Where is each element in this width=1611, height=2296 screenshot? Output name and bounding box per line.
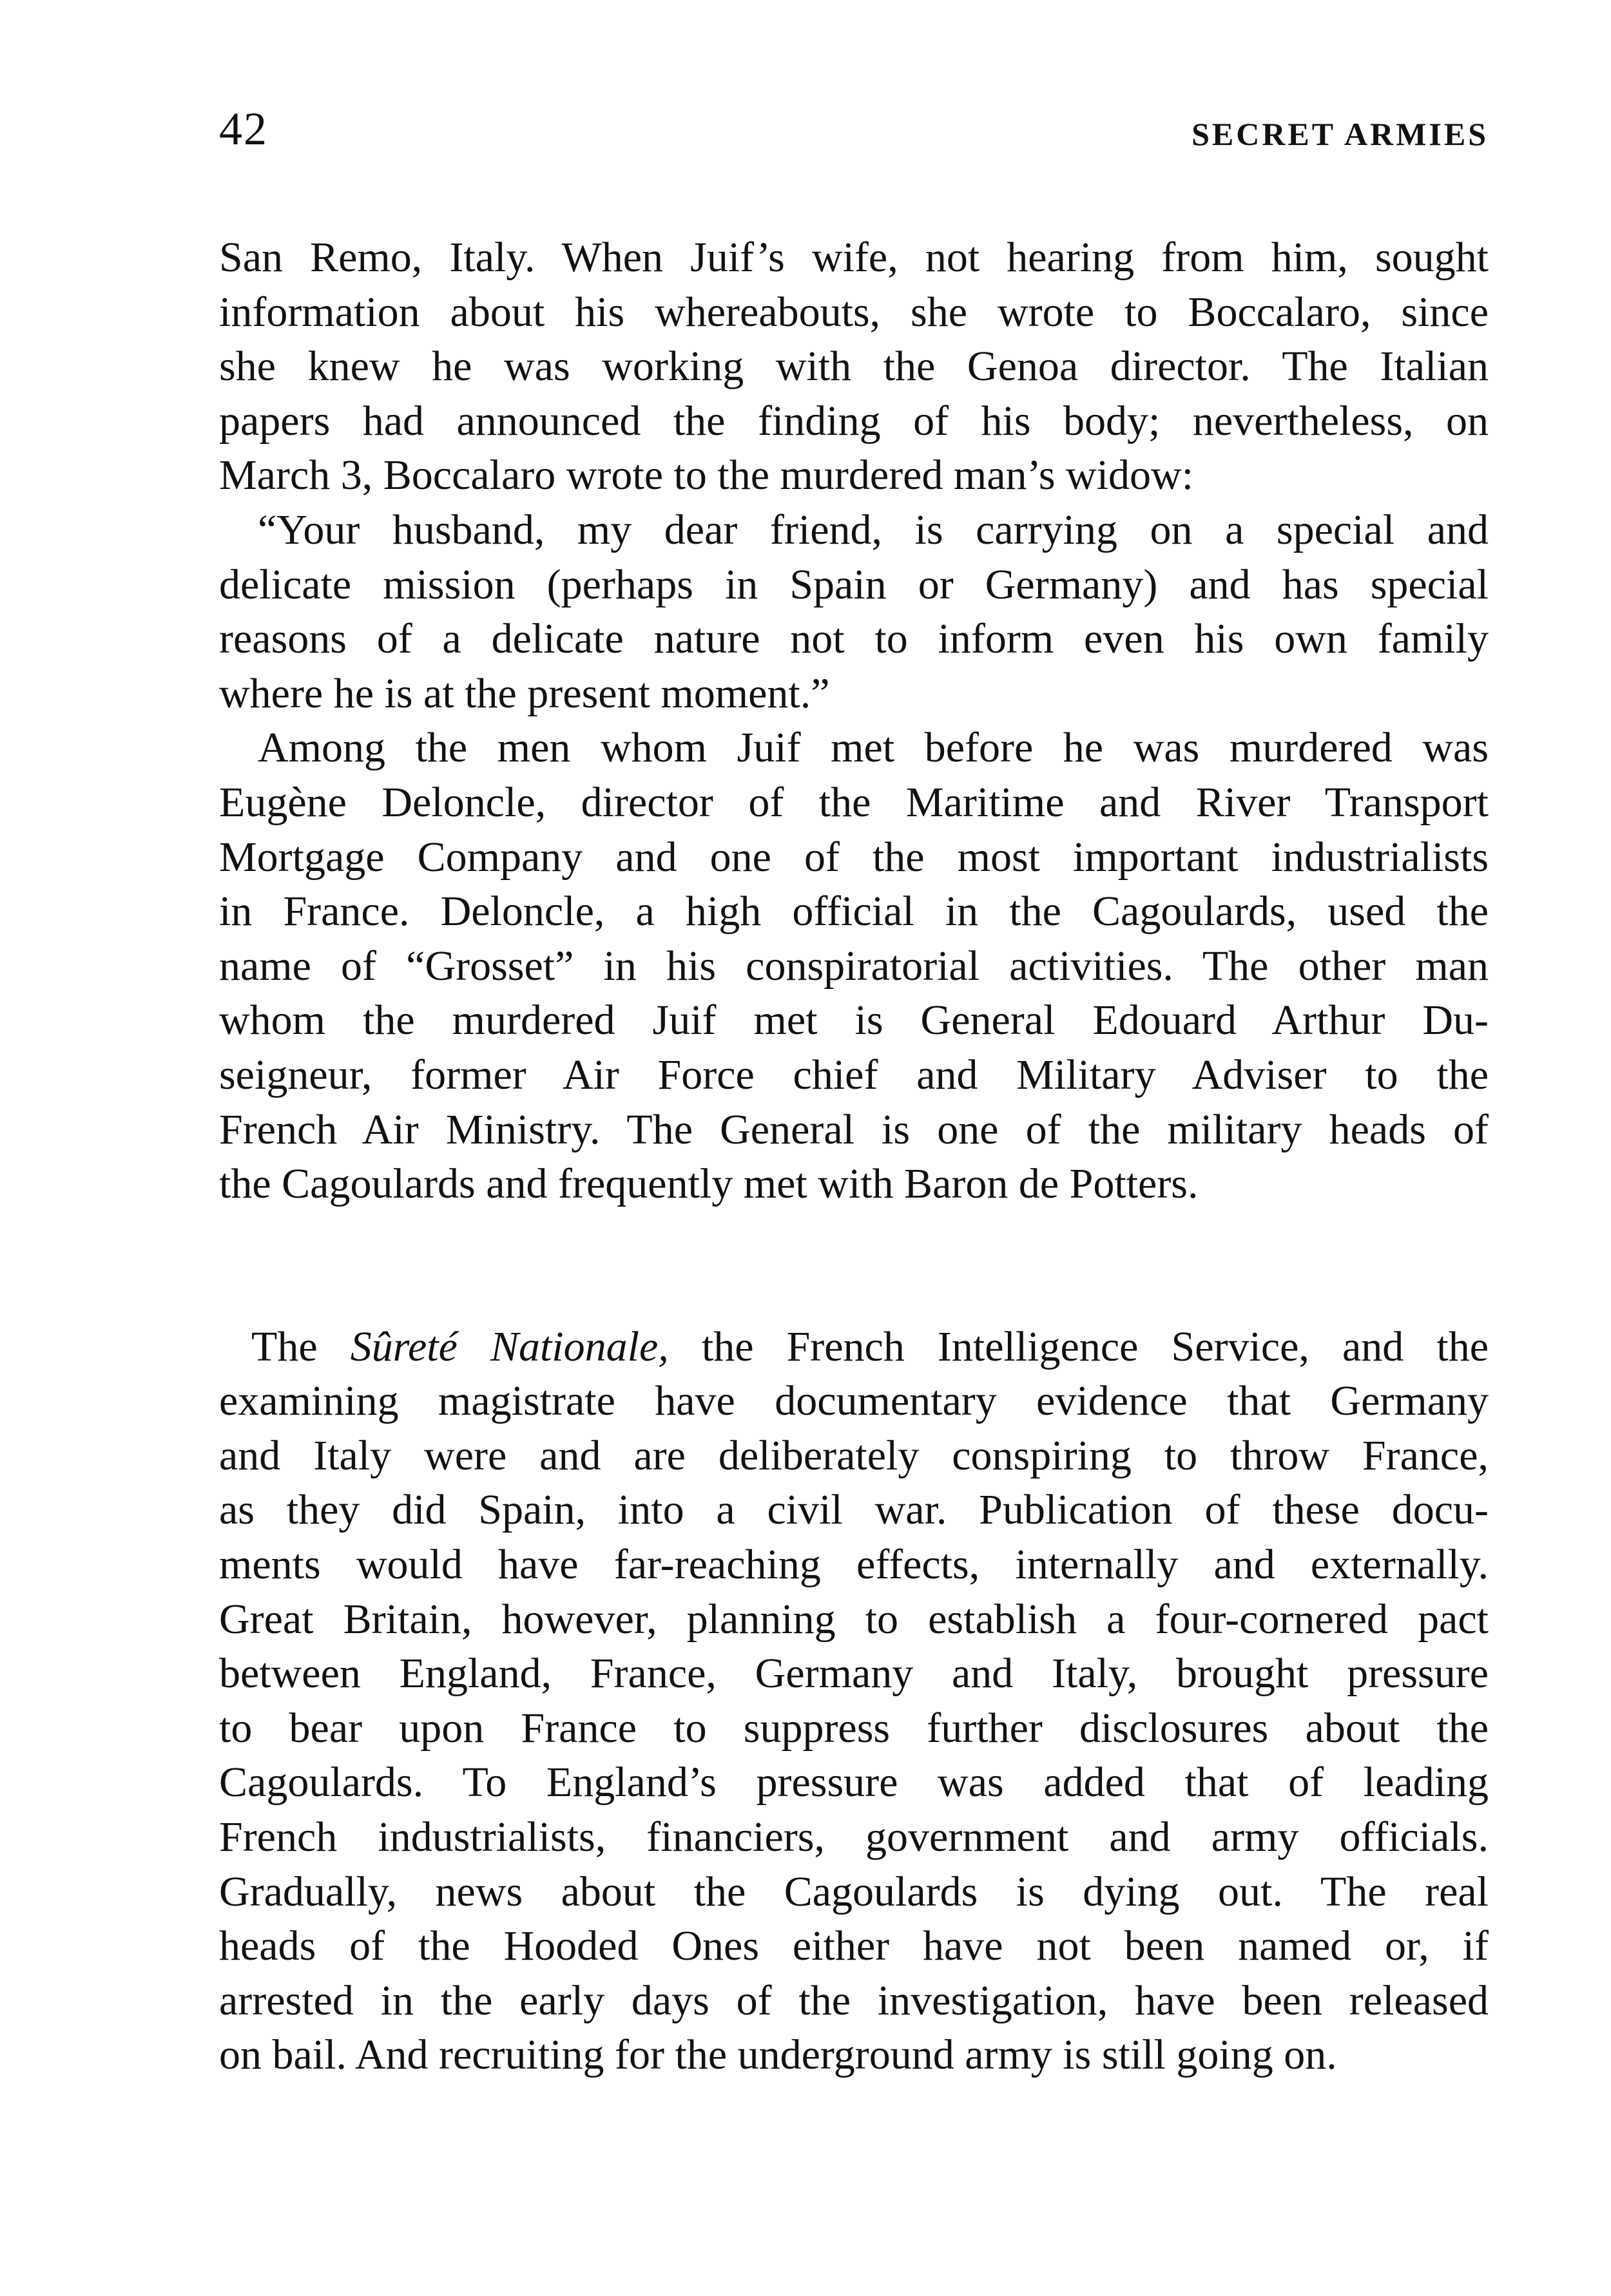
text-line: seigneur, former Air Force chief and Military Adviser to the: [219, 1051, 1489, 1098]
text-line: arrested in the early days of the investigation, have been released: [219, 1976, 1489, 2024]
paragraph-2: [219, 721, 1489, 1211]
paragraph-3: [219, 1320, 1489, 2083]
text-line: Mortgage Company and one of the most important industrialists: [219, 833, 1489, 881]
text-line: ments would have far-reaching effects, internally and externally.: [219, 1541, 1489, 1589]
text-line: she knew he was working with the Genoa director. The Italian: [219, 343, 1489, 390]
text-line: [219, 1320, 1489, 1375]
text-line: as they did Spain, into a civil war. Publication of these docu-: [219, 1486, 1489, 1534]
text-line: Eugène Deloncle, director of the Maritime and River Transport: [219, 778, 1489, 826]
body-text: [219, 231, 1489, 2083]
text-line: Among the men whom Juif met before he was murdered was: [258, 724, 1489, 772]
text-line: and Italy were and are deliberately conspiring to throw France,: [219, 1431, 1489, 1479]
text-line: papers had announced the finding of his body; nevertheless, on: [219, 397, 1489, 445]
paragraph-1: [219, 231, 1489, 503]
page-number: 42: [219, 103, 268, 155]
running-title: SECRET ARMIES: [1191, 116, 1489, 152]
text-line: where he is at the present moment.”: [219, 669, 830, 717]
text-line: on bail. And recruiting for the underground army is still going on.: [219, 2031, 1337, 2079]
text-line: to bear upon France to suppress further disclosures about the: [219, 1704, 1489, 1752]
text-line: “Your husband, my dear friend, is carrying on a special and: [258, 506, 1489, 553]
text-line: the Cagoulards and frequently met with Baron de Potters.: [219, 1160, 1199, 1208]
text-line: Great Britain, however, planning to establish a four-cornered pact: [219, 1595, 1489, 1643]
text-line: name of “Grosset” in his conspiratorial activities. The other man: [219, 942, 1489, 990]
text-run: the French Intelligence Service, and the: [668, 1323, 1489, 1370]
text-line: examining magistrate have documentary evidence that Germany: [219, 1377, 1489, 1425]
text-run: The: [251, 1323, 351, 1370]
text-line: San Remo, Italy. When Juif’s wife, not hearing from him, sought: [219, 234, 1489, 281]
text-line: information about his whereabouts, she wrote to Boccalaro, since: [219, 288, 1489, 336]
quoted-letter: [219, 503, 1489, 721]
text-line: French Air Ministry. The General is one of the military heads of: [219, 1105, 1489, 1153]
text-line: French industrialists, financiers, government and army officials.: [219, 1813, 1489, 1861]
text-line: Cagoulards. To England’s pressure was added that of leading: [219, 1759, 1489, 1806]
italic-title: Sûreté Nationale,: [350, 1323, 669, 1370]
text-line: heads of the Hooded Ones either have not been named or, if: [219, 1922, 1489, 1970]
text-line: whom the murdered Juif met is General Edouard Arthur Du-: [219, 997, 1489, 1044]
section-break: [219, 1212, 1489, 1320]
text-line: reasons of a delicate nature not to inform even his own family: [219, 615, 1489, 663]
running-head: [219, 97, 1489, 161]
text-line: March 3, Boccalaro wrote to the murdered man’s widow:: [219, 452, 1194, 499]
text-line: Gradually, news about the Cagoulards is dying out. The real: [219, 1868, 1489, 1915]
text-line: in France. Deloncle, a high official in the Cagoulards, used the: [219, 888, 1489, 935]
text-line: delicate mission (perhaps in Spain or Germany) and has special: [219, 560, 1489, 608]
text-line: between England, France, Germany and Italy, brought pressure: [219, 1650, 1489, 1698]
